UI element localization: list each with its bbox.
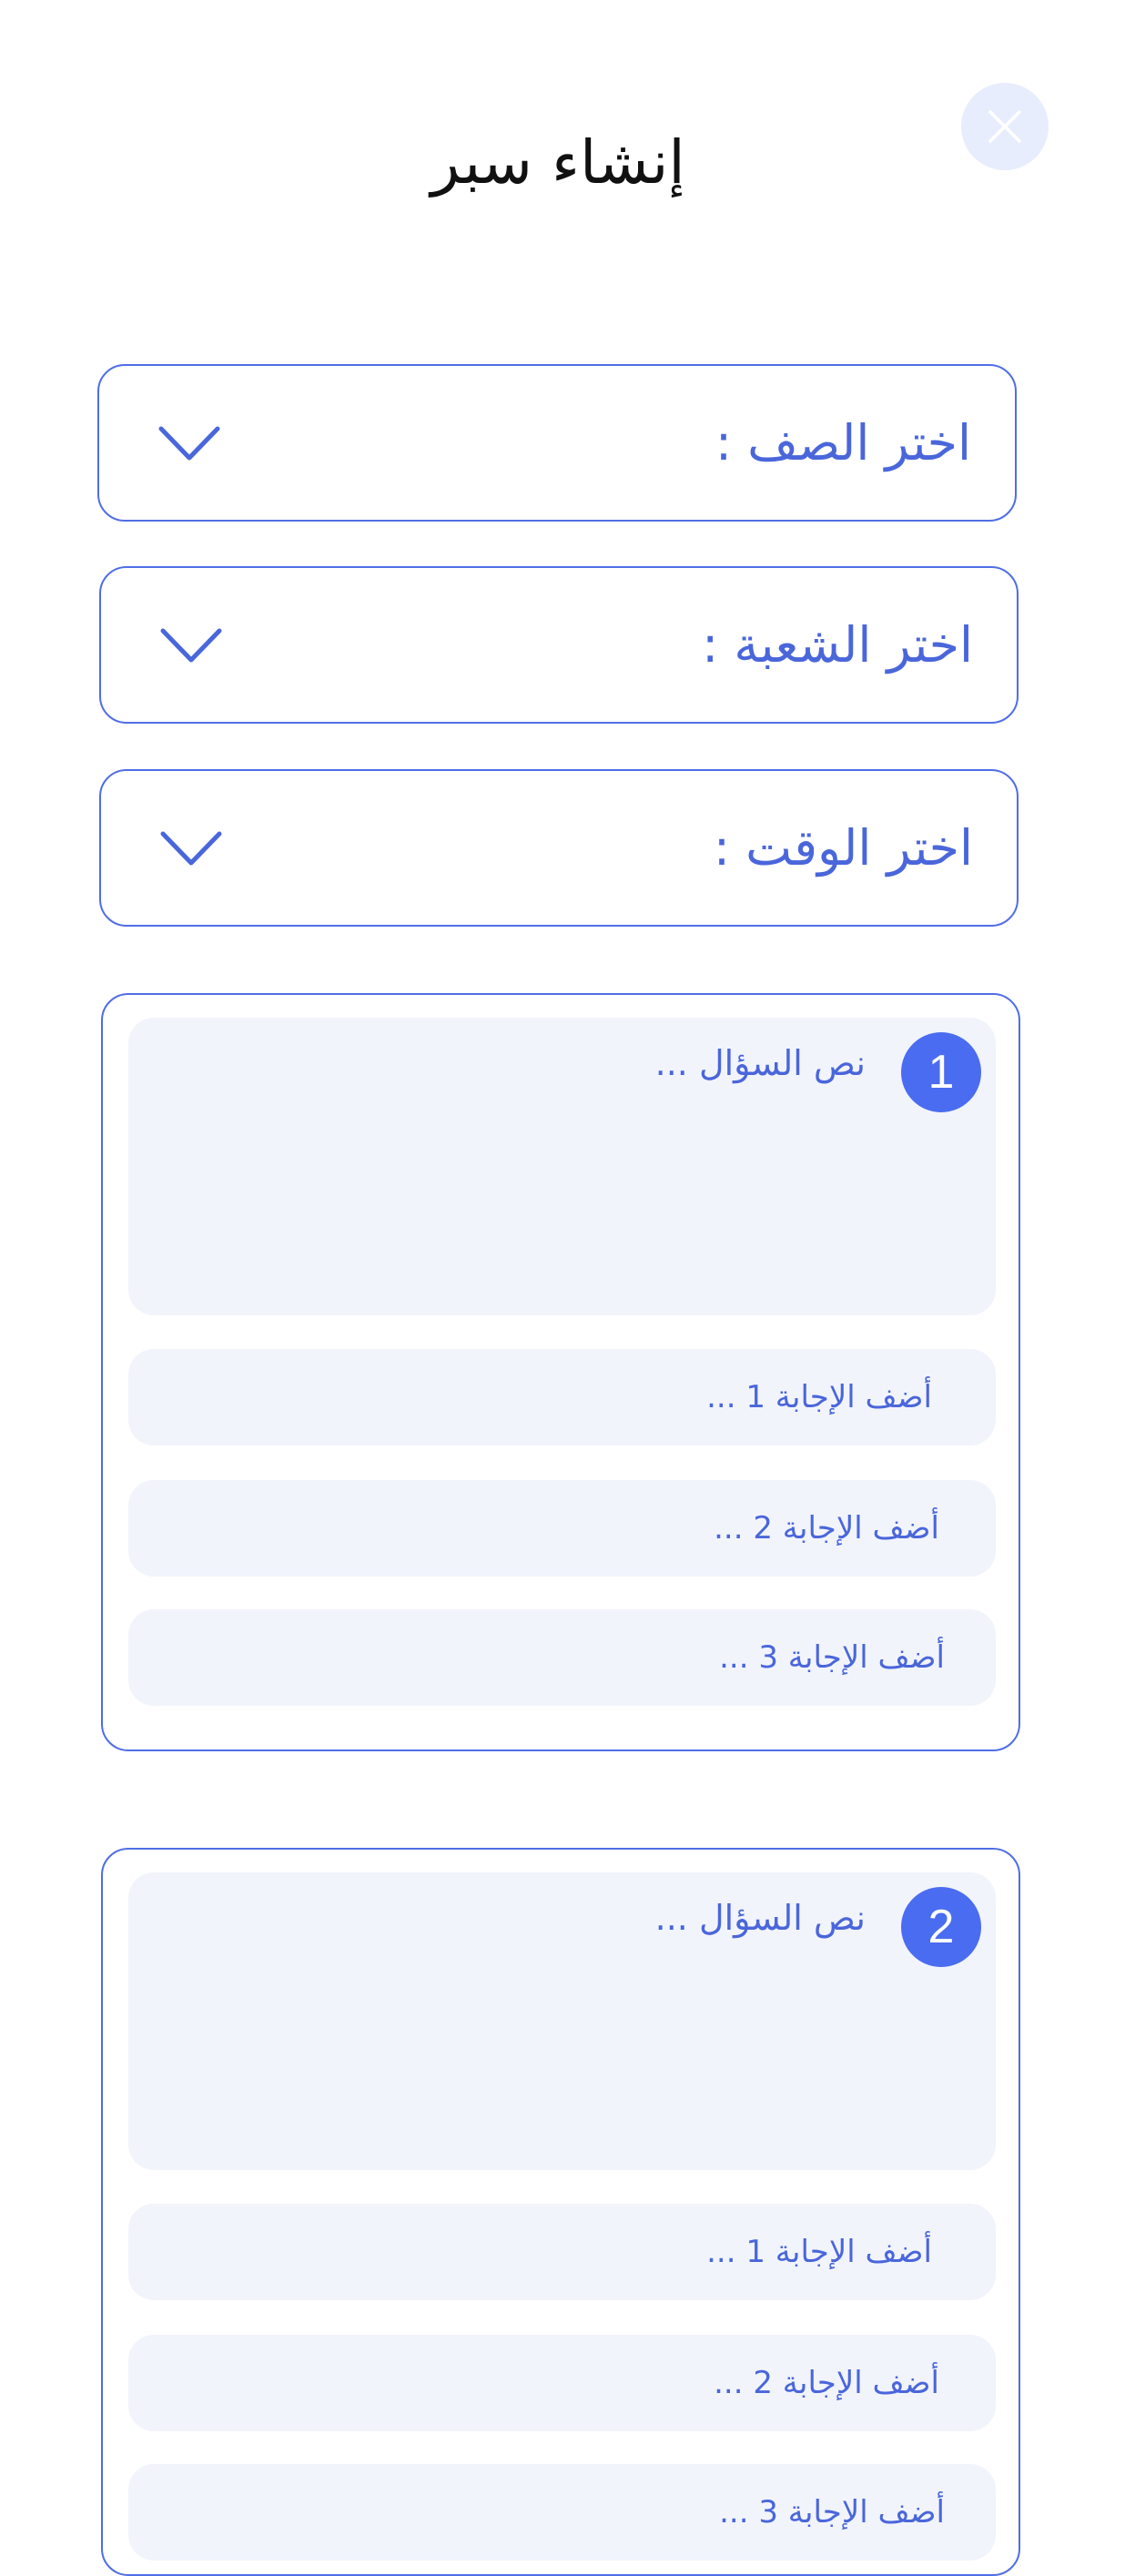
answer-field-1[interactable]	[128, 1349, 996, 1445]
question-number-badge: 2	[901, 1887, 981, 1967]
answer-placeholder: أضف الإجابة 2 ...	[714, 1510, 939, 1547]
class-select[interactable]	[97, 364, 1017, 522]
chevron-down-icon	[157, 423, 221, 463]
question-card	[101, 1848, 1020, 2576]
answer-placeholder: أضف الإجابة 1 ...	[706, 2234, 932, 2270]
question-number-badge: 1	[901, 1032, 981, 1112]
answer-field-2[interactable]	[128, 2335, 996, 2431]
answer-field-2[interactable]	[128, 1480, 996, 1577]
answer-placeholder: أضف الإجابة 2 ...	[714, 2365, 939, 2401]
question-placeholder: نص السؤال ...	[654, 1043, 866, 1083]
section-select-label: اختر الشعبة :	[702, 616, 973, 674]
section-select[interactable]	[99, 566, 1019, 724]
answer-placeholder: أضف الإجابة 1 ...	[706, 1379, 932, 1415]
answer-field-3[interactable]	[128, 1609, 996, 1706]
chevron-down-icon	[159, 828, 223, 868]
answer-placeholder: أضف الإجابة 3 ...	[719, 2494, 945, 2530]
answer-placeholder: أضف الإجابة 3 ...	[719, 1639, 945, 1676]
answer-field-1[interactable]	[128, 2204, 996, 2300]
question-card	[101, 993, 1020, 1751]
question-text-field[interactable]	[128, 1018, 996, 1315]
page-title: إنشاء سبر	[431, 127, 685, 198]
answer-field-3[interactable]	[128, 2464, 996, 2561]
time-select-label: اختر الوقت :	[713, 819, 973, 877]
chevron-down-icon	[159, 625, 223, 665]
class-select-label: اختر الصف :	[715, 414, 971, 472]
question-text-field[interactable]	[128, 1872, 996, 2170]
time-select[interactable]	[99, 769, 1019, 927]
question-placeholder: نص السؤال ...	[654, 1898, 866, 1938]
